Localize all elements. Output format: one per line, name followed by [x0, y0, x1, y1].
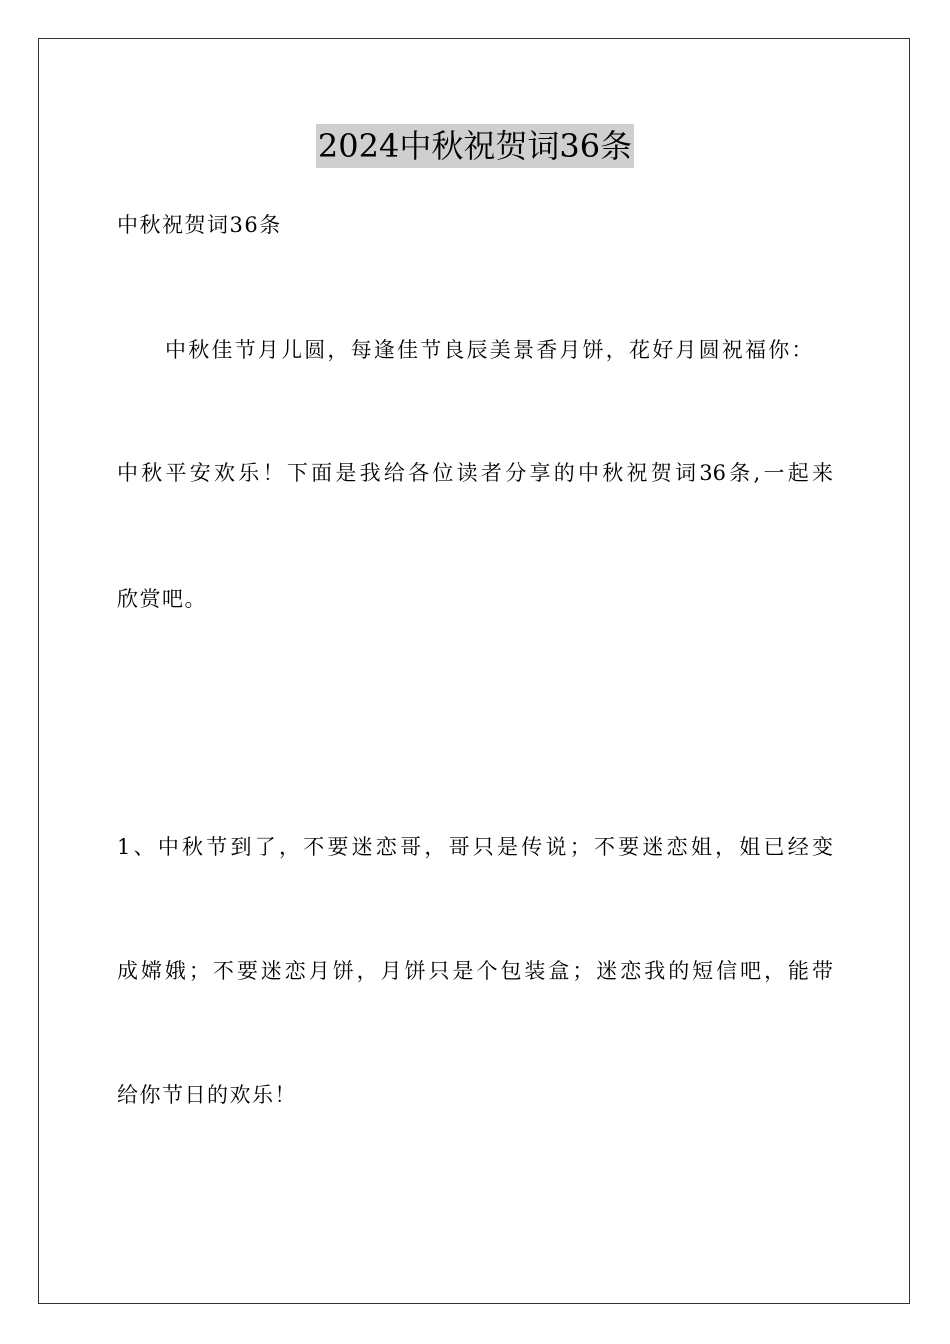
intro-line-3: 欣赏吧。 — [117, 587, 207, 611]
document-title: 2024中秋祝贺词36条 — [316, 124, 634, 168]
document-subtitle: 中秋祝贺词36条 — [117, 213, 282, 237]
item1-line-2: 成嫦娥；不要迷恋月饼，月饼只是个包装盒；迷恋我的短信吧，能带 — [117, 959, 833, 983]
title-container — [0, 124, 950, 168]
item1-line-3: 给你节日的欢乐！ — [117, 1083, 297, 1107]
intro-line-2: 中秋平安欢乐！下面是我给各位读者分享的中秋祝贺词36条,一起来 — [117, 461, 833, 485]
intro-line-1: 中秋佳节月儿圆，每逢佳节良辰美景香月饼，花好月圆祝福你： — [165, 338, 815, 362]
item1-line-1: 1、中秋节到了，不要迷恋哥，哥只是传说；不要迷恋姐，姐已经变 — [117, 835, 833, 859]
